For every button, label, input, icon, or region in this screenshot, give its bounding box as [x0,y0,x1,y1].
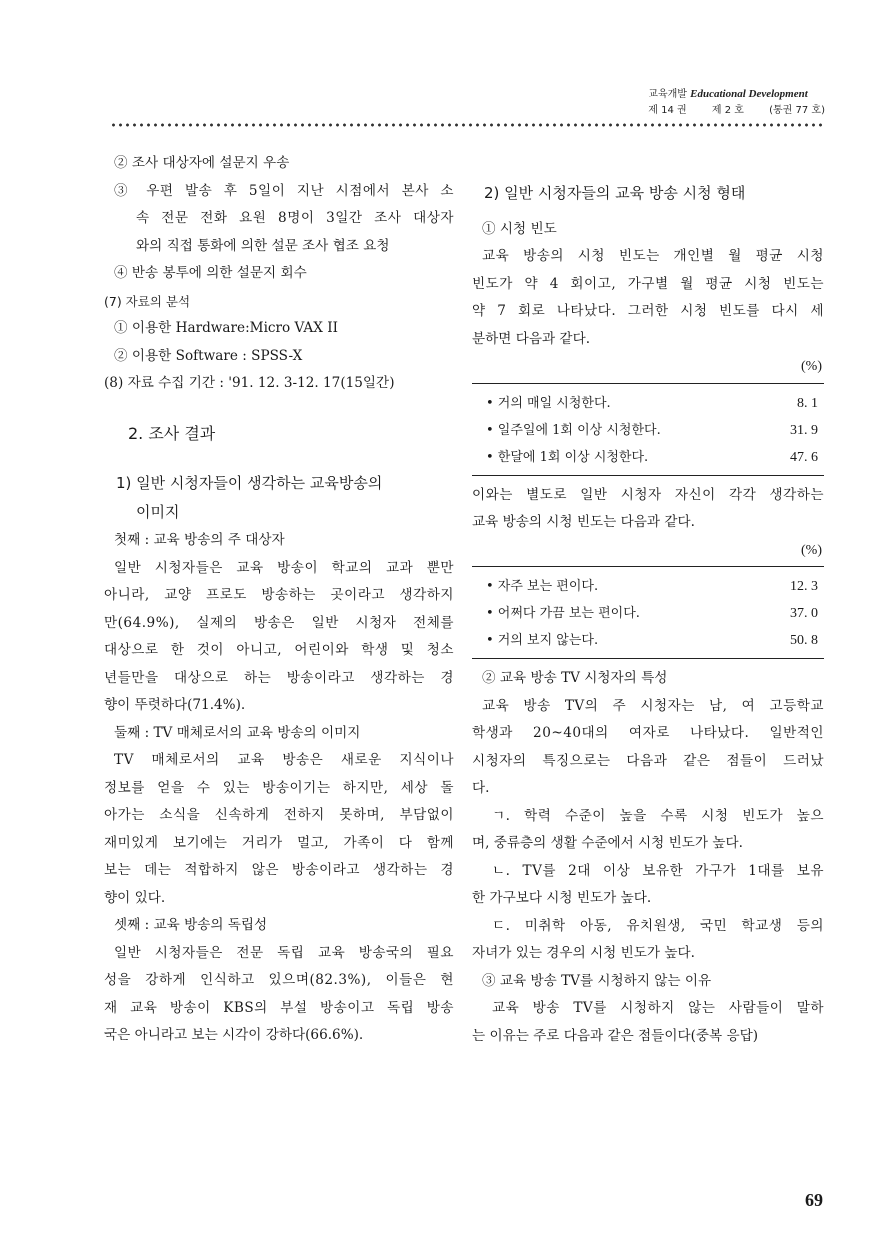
header-journal-title: Educational Development [690,88,808,100]
body-line: 교육 방송의 시청 빈도는 개인별 월 평균 시청 [482,248,824,264]
body-line: 교육 방송 TV의 주 시청자는 남, 여 고등학교 [482,697,824,714]
body-line: 아가는 소식을 신속하게 전하지 못하며, 부담없이 [104,807,454,823]
table-row [472,417,824,444]
header-number: 제 2 호 [711,105,744,116]
running-header [648,86,825,119]
body-line: 교육 방송의 시청 빈도는 다음과 같다. [472,514,695,530]
list-item: ② 조사 대상자에 설문지 우송 [114,155,290,171]
unit-label: (%) [801,542,822,558]
body-line: 재 교육 방송이 KBS의 부설 방송이고 독립 방송 [104,999,454,1016]
body-line: 자녀가 있는 경우의 시청 빈도가 높다. [472,945,695,961]
body-line: TV 매체로서의 교육 방송은 새로운 지식이나 [114,752,454,768]
unit-label: (%) [801,359,822,374]
table-cell-label: • 거의 보지 않는다. [486,633,599,648]
body-line: 년들만을 대상으로 하는 방송이라고 생각하는 경 [104,669,454,686]
table-cell-label: • 어쩌다 가끔 보는 편이다. [486,606,640,621]
body-line: 정보를 얻을 수 있는 방송이기는 하지만, 세상 돌 [104,779,454,796]
table-cell-value: 8. 1 [797,395,818,411]
self-reported-frequency-table [472,566,824,659]
list-item-continued: 와의 직접 통화에 의한 설문 조사 협조 요청 [136,237,390,254]
body-line: 다. [472,780,490,796]
body-line: 대상으로 한 것이 아니고, 어린이와 학생 및 청소 [104,642,454,658]
topic-label: 첫째 : 교육 방송의 주 대상자 [114,532,285,548]
body-line: 며, 중류층의 생활 수준에서 시청 빈도가 높다. [472,835,743,851]
header-total-issue: (통권 77 호) [769,105,825,116]
body-line: 학생과 20~40대의 여자로 나타났다. 일반적인 [472,725,824,741]
body-line: 일반 시청자들은 교육 방송이 학교의 교과 뿐만 [114,559,454,576]
list-item: ① 이용한 Hardware:Micro VAX II [114,320,338,336]
table-cell-value: 47. 6 [790,449,818,465]
table-row [472,627,824,659]
subsection-heading: 1) 일반 시청자들이 생각하는 교육방송의 [116,474,383,492]
subsection-label: (7) 자료의 분석 [104,293,191,309]
dotted-rule [110,122,826,128]
list-item: ④ 반송 봉투에 의한 설문지 회수 [114,265,307,281]
header-issue-info [648,103,825,119]
left-column [104,150,454,1050]
body-line: 는 이유는 주로 다음과 같은 점들이다(중복 응답) [472,1027,759,1044]
body-line: 재미있게 보기에는 거리가 멀고, 가족이 다 함께 [104,834,454,851]
subsection-label: (8) 자료 수집 기간 : '91. 12. 3-12. 17(15일간) [104,375,395,391]
table-row [472,567,824,601]
body-line: 향이 있다. [104,889,166,906]
body-line: 향이 뚜렷하다(71.4%). [104,697,246,713]
table-cell-label: • 일주일에 1회 이상 시청한다. [486,422,661,438]
table-cell-value: 31. 9 [790,422,818,438]
body-line: 빈도가 약 4 회이고, 가구별 월 평균 시청 빈도는 [472,275,824,292]
table-cell-label: • 한달에 1회 이상 시청한다. [486,449,649,465]
header-korean-title: 교육개발 [648,89,687,100]
table-cell-value: 37. 0 [790,606,818,621]
table-row [472,444,824,476]
body-line: 약 7 회로 나타났다. 그러한 시청 빈도를 다시 세 [472,303,824,319]
table-cell-label: • 자주 보는 편이다. [486,579,599,594]
subsection-heading-continued: 이미지 [136,503,180,521]
body-line: 한 가구보다 시청 빈도가 높다. [472,890,652,906]
body-line: 아니라, 교양 프로도 방송하는 곳이라고 생각하지 [104,587,454,603]
body-line: 일반 시청자들은 전문 독립 교육 방송국의 필요 [114,944,454,961]
table-cell-value: 12. 3 [790,579,818,594]
page-number: 69 [805,1190,823,1210]
body-line: 만(64.9%), 실제의 방송은 일반 시청자 전체를 [104,614,454,631]
section-heading: 2. 조사 결과 [128,423,216,443]
section-heading: 2) 일반 시청자들의 교육 방송 시청 형태 [484,184,746,202]
body-line: 교육 방송 TV를 시청하지 않는 사람들이 말하 [492,1000,824,1016]
subsection-heading: ① 시청 빈도 [482,220,557,237]
table-cell-value: 50. 8 [790,633,818,648]
topic-label: 둘째 : TV 매체로서의 교육 방송의 이미지 [114,724,361,741]
list-item: ③ 우편 발송 후 5일이 지난 시점에서 본사 소 [114,182,454,199]
body-line: 분하면 다음과 같다. [472,330,591,347]
body-line: 이와는 별도로 일반 시청자 자신이 각각 생각하는 [472,486,824,503]
topic-label: 셋째 : 교육 방송의 독립성 [114,917,268,933]
body-line: 성을 강하게 인식하고 있으며(82.3%), 이들은 현 [104,972,454,988]
list-item: ② 이용한 Software : SPSS-X [114,347,303,364]
frequency-table [472,383,824,476]
body-line: 국은 아니라고 보는 시각이 강하다(66.6%). [104,1027,364,1043]
table-row [472,600,824,627]
body-line: 보는 데는 적합하지 않은 방송이라고 생각하는 경 [104,862,454,878]
subsection-heading: ③ 교육 방송 TV를 시청하지 않는 이유 [482,972,712,989]
body-line: ㄴ. TV를 2대 이상 보유한 가구가 1대를 보유 [492,862,824,879]
right-column [472,180,824,1050]
table-cell-label: • 거의 매일 시청한다. [486,395,611,411]
list-item-continued: 속 전문 전화 요원 8명이 3일간 조사 대상자 [136,210,454,226]
header-volume: 제 14 권 [648,105,687,116]
body-line: ㄱ. 학력 수준이 높을 수록 시청 빈도가 높으 [492,807,824,824]
body-line: 시청자의 특징으로는 다음과 같은 점들이 드러났 [472,752,824,769]
table-row [472,383,824,417]
subsection-heading: ② 교육 방송 TV 시청자의 특성 [482,670,668,686]
body-line: ㄷ. 미취학 아동, 유치원생, 국민 학교생 등의 [492,917,824,934]
